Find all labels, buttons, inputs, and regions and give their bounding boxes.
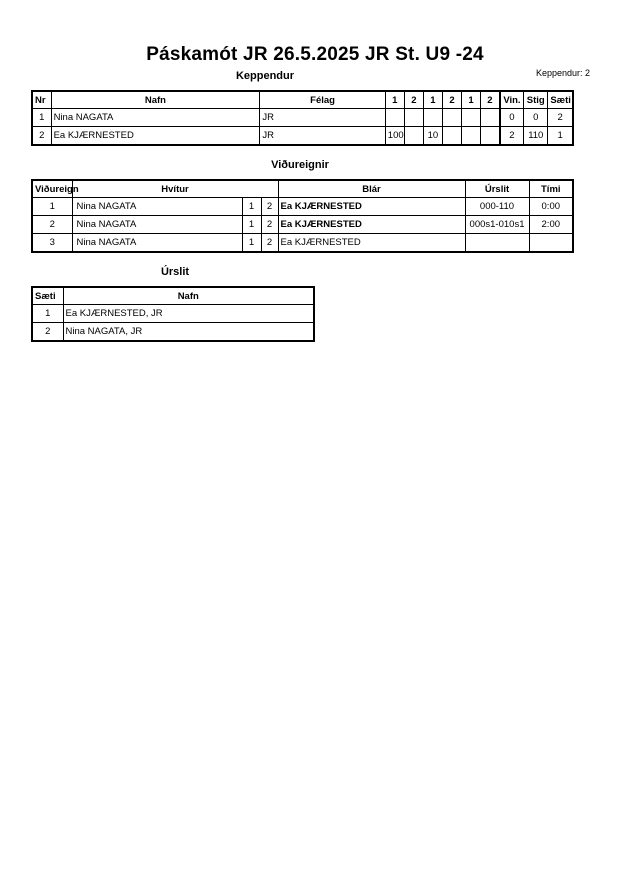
cell-round (423, 109, 442, 127)
cell-time: 0:00 (529, 198, 573, 216)
table-row (32, 127, 573, 146)
col-match-no: Viðureign (32, 180, 72, 198)
col-round-2: 2 (404, 91, 423, 109)
col-name: Nafn (51, 91, 260, 109)
col-round-4: 2 (442, 91, 461, 109)
cell-round (481, 109, 500, 127)
results-heading: Úrslit (160, 266, 190, 278)
table-row (32, 216, 573, 234)
cell-match-no: 1 (32, 198, 72, 216)
col-white: Hvítur (72, 180, 278, 198)
cell-score-b: 2 (261, 216, 278, 234)
cell-score-a: 1 (242, 198, 261, 216)
cell-name: Ea KJÆRNESTED (51, 127, 260, 146)
cell-white: Nina NAGATA (72, 234, 242, 253)
competitors-heading: Keppendur (235, 70, 295, 82)
col-blue: Blár (278, 180, 465, 198)
col-place: Sæti (548, 91, 573, 109)
col-nr: Nr (32, 91, 51, 109)
cell-wins: 0 (500, 109, 524, 127)
cell-round (442, 109, 461, 127)
table-row (32, 323, 314, 342)
col-time: Tími (529, 180, 573, 198)
cell-score-a: 1 (242, 234, 261, 253)
col-points: Stig (524, 91, 548, 109)
cell-round (481, 127, 500, 146)
competitors-header-row (32, 91, 573, 109)
cell-round (442, 127, 461, 146)
table-row (32, 234, 573, 253)
cell-place: 1 (548, 127, 573, 146)
cell-round (404, 109, 423, 127)
matches-table (31, 179, 574, 253)
col-round-1: 1 (385, 91, 404, 109)
cell-club: JR (260, 127, 385, 146)
cell-club: JR (260, 109, 385, 127)
cell-score-b: 2 (261, 198, 278, 216)
col-round-5: 1 (462, 91, 481, 109)
cell-result: 000-110 (465, 198, 529, 216)
col-round-3: 1 (423, 91, 442, 109)
table-row (32, 305, 314, 323)
matches-heading: Viðureignir (271, 159, 329, 171)
cell-match-no: 2 (32, 216, 72, 234)
cell-blue: Ea KJÆRNESTED (278, 216, 465, 234)
matches-header-row (32, 180, 573, 198)
page-title: Páskamót JR 26.5.2025 JR St. U9 -24 (146, 44, 484, 65)
cell-place: 1 (32, 305, 63, 323)
cell-nr: 2 (32, 127, 51, 146)
col-result: Úrslit (465, 180, 529, 198)
cell-round (462, 109, 481, 127)
cell-round (385, 109, 404, 127)
results-header-row (32, 287, 314, 305)
competitors-table (31, 90, 574, 146)
cell-nr: 1 (32, 109, 51, 127)
table-row (32, 109, 573, 127)
cell-match-no: 3 (32, 234, 72, 253)
cell-points: 0 (524, 109, 548, 127)
cell-name: Nina NAGATA (51, 109, 260, 127)
cell-score-b: 2 (261, 234, 278, 253)
cell-points: 110 (524, 127, 548, 146)
cell-score-a: 1 (242, 216, 261, 234)
cell-blue: Ea KJÆRNESTED (278, 198, 465, 216)
col-place: Sæti (32, 287, 63, 305)
cell-name: Ea KJÆRNESTED, JR (63, 305, 314, 323)
cell-result: 000s1-010s1 (465, 216, 529, 234)
cell-result (465, 234, 529, 253)
cell-white: Nina NAGATA (72, 216, 242, 234)
cell-time (529, 234, 573, 253)
col-club: Félag (260, 91, 385, 109)
cell-round: 100 (385, 127, 404, 146)
cell-round (404, 127, 423, 146)
cell-round (462, 127, 481, 146)
cell-blue: Ea KJÆRNESTED (278, 234, 465, 253)
results-table (31, 286, 315, 342)
cell-white: Nina NAGATA (72, 198, 242, 216)
col-wins: Vin. (500, 91, 524, 109)
col-name: Nafn (63, 287, 314, 305)
cell-round: 10 (423, 127, 442, 146)
cell-place: 2 (548, 109, 573, 127)
cell-wins: 2 (500, 127, 524, 146)
competitors-count: Keppendur: 2 (536, 68, 591, 78)
table-row (32, 198, 573, 216)
cell-place: 2 (32, 323, 63, 342)
cell-name: Nina NAGATA, JR (63, 323, 314, 342)
cell-time: 2:00 (529, 216, 573, 234)
col-round-6: 2 (481, 91, 500, 109)
